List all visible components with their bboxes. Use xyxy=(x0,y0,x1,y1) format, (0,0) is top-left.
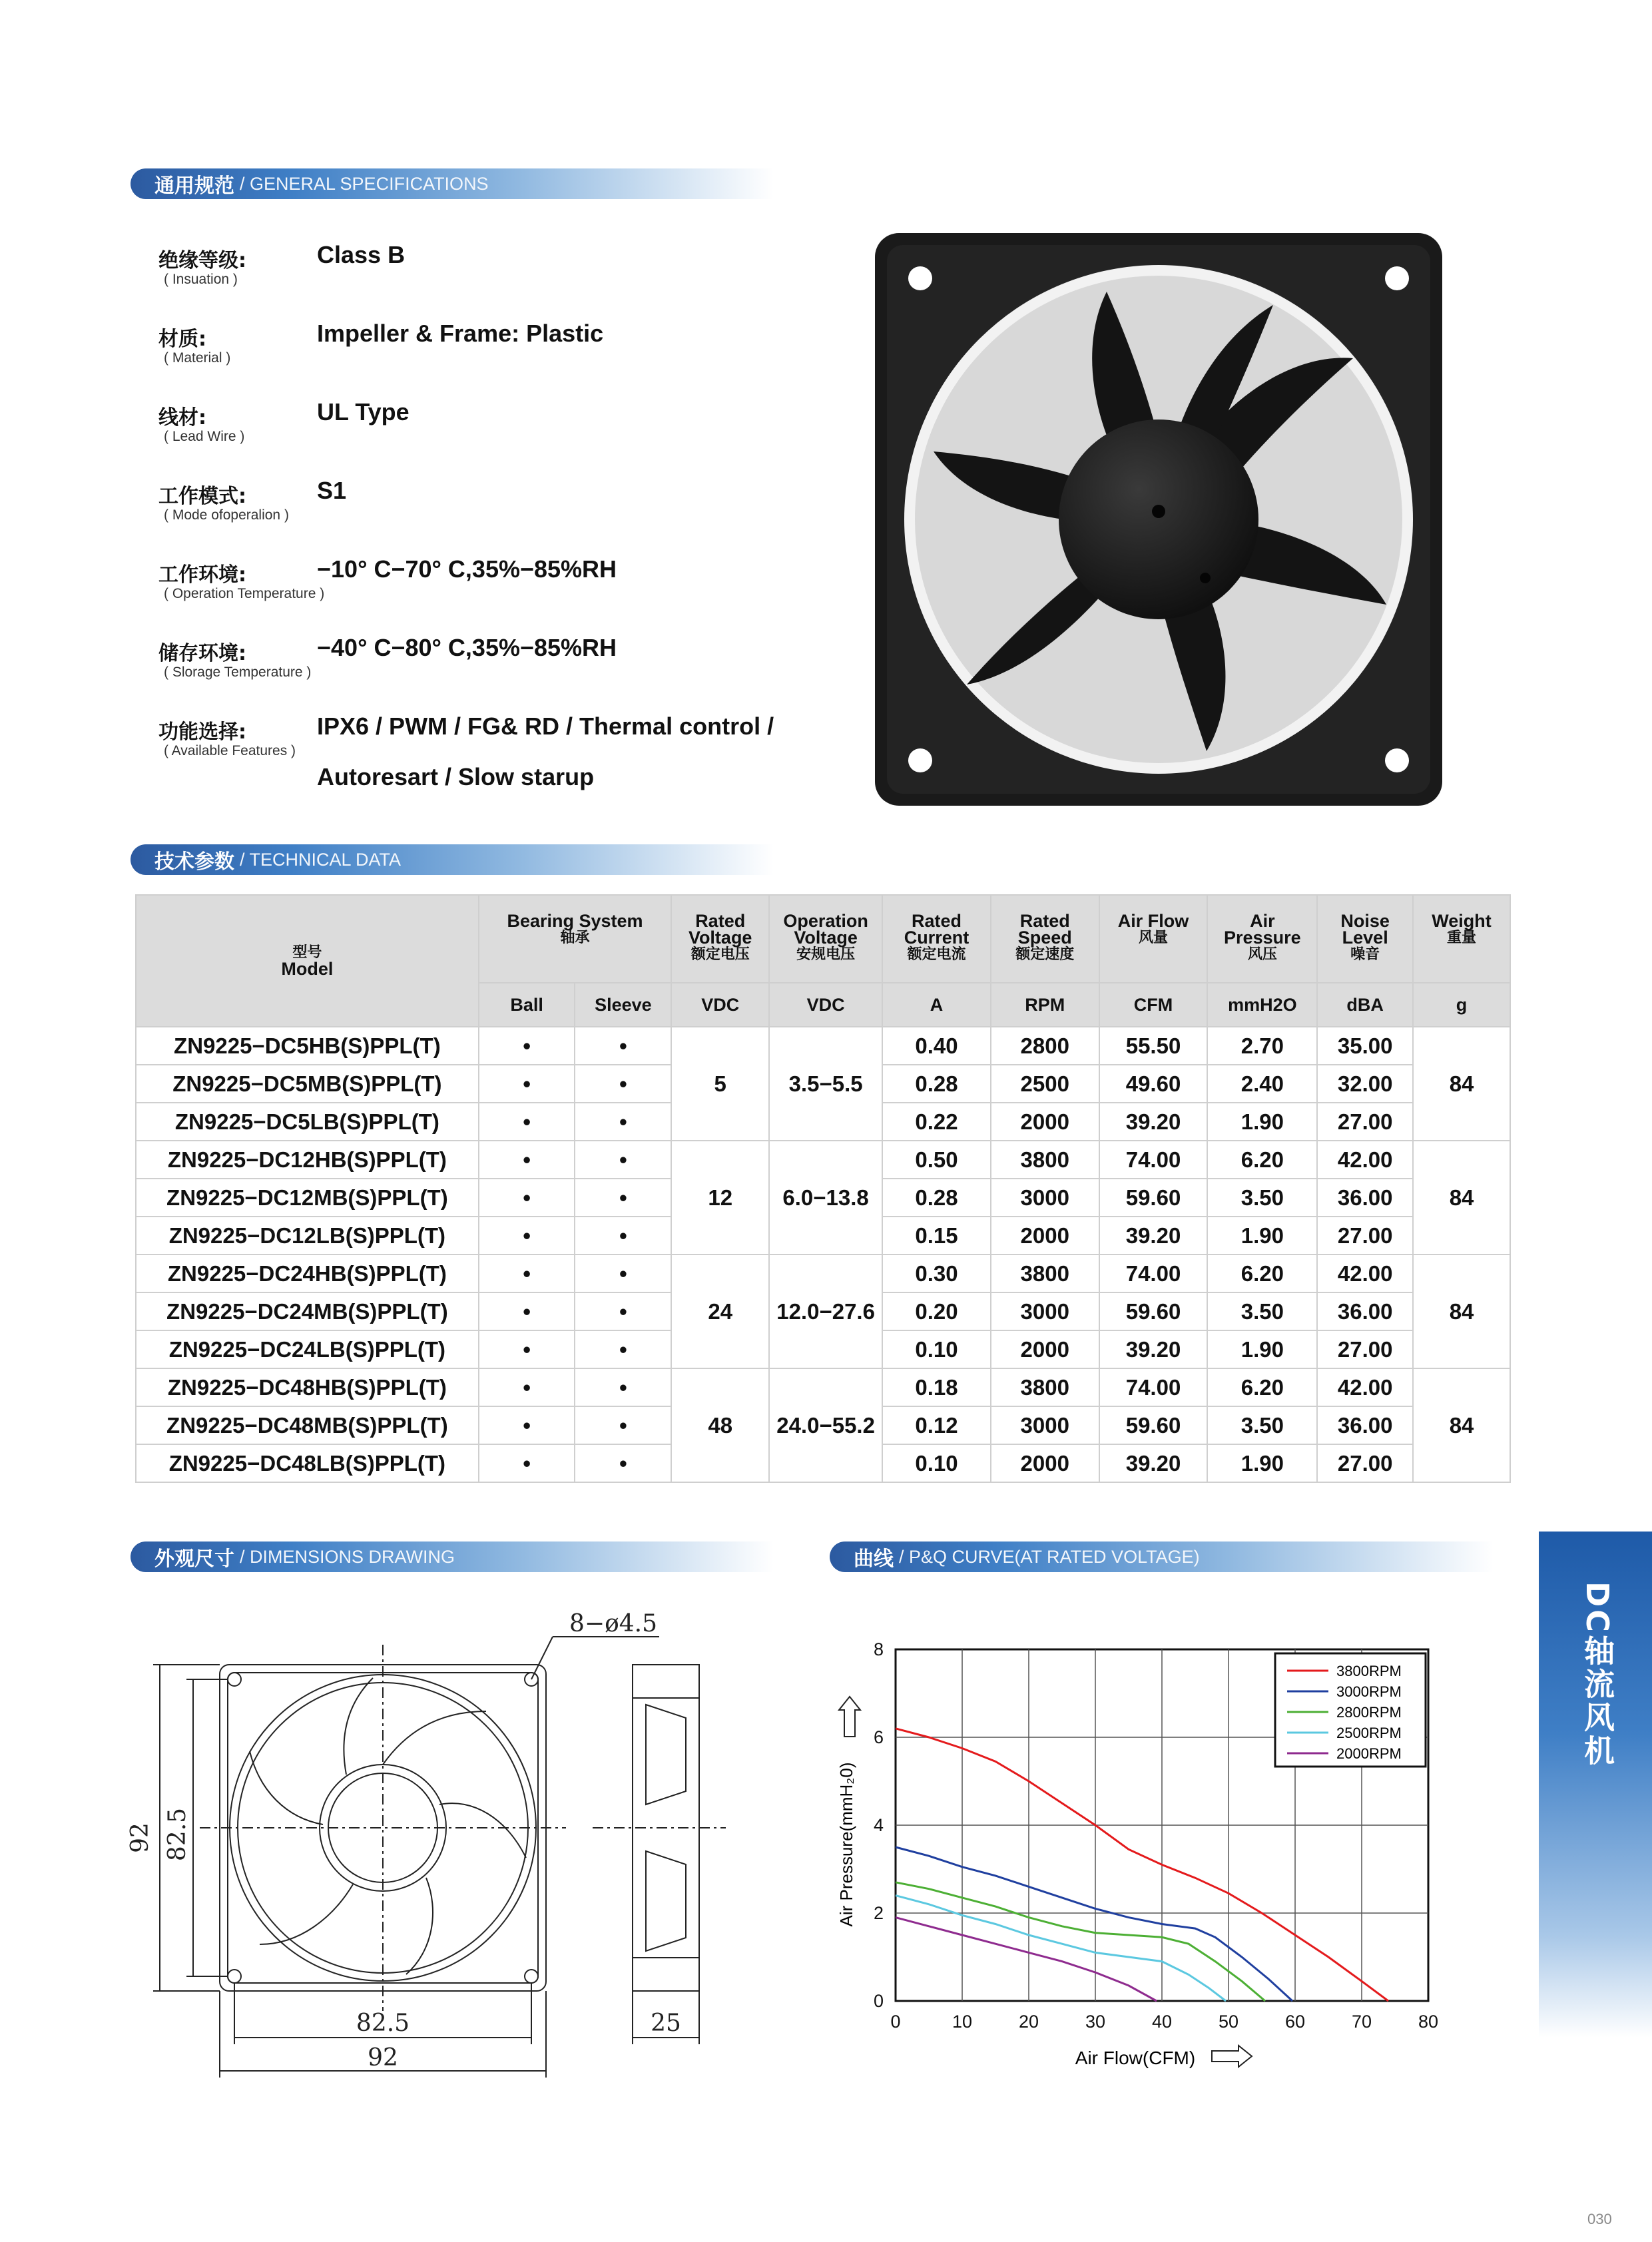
current-cell: 0.15 xyxy=(882,1217,991,1255)
spec-label-en: ( Material ) xyxy=(164,350,231,366)
ball-bearing-cell: • xyxy=(479,1406,575,1444)
current-cell: 0.10 xyxy=(882,1444,991,1482)
air-flow-cell: 55.50 xyxy=(1099,1027,1208,1065)
spec-label-en: ( Operation Temperature ) xyxy=(164,586,325,601)
noise-cell: 36.00 xyxy=(1317,1179,1413,1217)
spec-label-cn: 功能选择: xyxy=(158,720,246,744)
noise-cell: 27.00 xyxy=(1317,1217,1413,1255)
model-cell: ZN9225−DC5LB(S)PPL(T) xyxy=(136,1103,479,1141)
y-tick-label: 8 xyxy=(873,1639,884,1659)
air-flow-cell: 39.20 xyxy=(1099,1103,1208,1141)
air-flow-cell: 49.60 xyxy=(1099,1065,1208,1103)
table-row xyxy=(136,1368,1510,1406)
legend-label: 3800RPM xyxy=(1336,1663,1402,1679)
noise-cell: 27.00 xyxy=(1317,1330,1413,1368)
dimensions-header-cn: 外观尺寸 xyxy=(154,1547,234,1571)
y-tick-label: 0 xyxy=(873,1991,884,2011)
air-pressure-cell: 1.90 xyxy=(1207,1103,1317,1141)
air-pressure-cell: 2.40 xyxy=(1207,1065,1317,1103)
x-tick-label: 0 xyxy=(890,2012,901,2032)
noise-cell: 36.00 xyxy=(1317,1292,1413,1330)
page-number: 030 xyxy=(1587,2211,1612,2227)
current-cell: 0.22 xyxy=(882,1103,991,1141)
spec-value: S1 xyxy=(317,477,347,504)
legend-label: 3000RPM xyxy=(1336,1683,1402,1700)
ball-bearing-cell: • xyxy=(479,1444,575,1482)
col-air-flow: Air Flow 风量 xyxy=(1099,895,1208,983)
dim-82-5-vertical: 82.5 xyxy=(164,1807,191,1862)
general-header-cn: 通用规范 xyxy=(154,174,234,198)
series-line-3800RPM xyxy=(896,1729,1388,2001)
weight-cell: 84 xyxy=(1413,1141,1510,1255)
noise-cell: 42.00 xyxy=(1317,1368,1413,1406)
current-cell: 0.10 xyxy=(882,1330,991,1368)
curve-header xyxy=(830,1541,1493,1572)
side-category-tab xyxy=(1539,1532,1652,2038)
rated-voltage-cell: 24 xyxy=(671,1255,769,1368)
speed-cell: 3000 xyxy=(991,1406,1099,1444)
current-cell: 0.50 xyxy=(882,1141,991,1179)
air-pressure-cell: 6.20 xyxy=(1207,1368,1317,1406)
sleeve-bearing-cell: • xyxy=(575,1444,671,1482)
ball-bearing-cell: • xyxy=(479,1255,575,1292)
speed-cell: 2800 xyxy=(991,1027,1099,1065)
rated-voltage-cell: 5 xyxy=(671,1027,769,1141)
current-cell: 0.28 xyxy=(882,1179,991,1217)
speed-cell: 2000 xyxy=(991,1103,1099,1141)
spec-value: −10° C−70° C,35%−85%RH xyxy=(317,555,617,583)
pq-curve-chart xyxy=(826,1625,1465,2078)
x-axis-arrow-icon xyxy=(1212,2046,1252,2067)
operation-voltage-cell: 3.5−5.5 xyxy=(769,1027,882,1141)
air-flow-cell: 39.20 xyxy=(1099,1444,1208,1482)
col-bearing: Bearing System 轴承 xyxy=(479,895,672,983)
spec-value: IPX6 / PWM / FG& RD / Thermal control / xyxy=(317,712,774,740)
sleeve-bearing-cell: • xyxy=(575,1368,671,1406)
model-cell: ZN9225−DC12HB(S)PPL(T) xyxy=(136,1141,479,1179)
weight-cell: 84 xyxy=(1413,1255,1510,1368)
air-pressure-cell: 3.50 xyxy=(1207,1292,1317,1330)
air-flow-cell: 74.00 xyxy=(1099,1368,1208,1406)
air-flow-cell: 59.60 xyxy=(1099,1406,1208,1444)
col-rated-current: Rated Current 额定电流 xyxy=(882,895,991,983)
air-pressure-cell: 2.70 xyxy=(1207,1027,1317,1065)
table-row xyxy=(136,1141,1510,1179)
noise-cell: 42.00 xyxy=(1317,1141,1413,1179)
curve-header-cn: 曲线 xyxy=(854,1547,894,1571)
speed-cell: 3000 xyxy=(991,1179,1099,1217)
x-tick-label: 40 xyxy=(1151,2012,1173,2032)
col-noise-level: Noise Level 噪音 xyxy=(1317,895,1413,983)
spec-label-cn: 储存环境: xyxy=(158,642,246,665)
current-cell: 0.18 xyxy=(882,1368,991,1406)
dim-82-5-horizontal: 82.5 xyxy=(356,2010,410,2037)
table-row xyxy=(136,1027,1510,1065)
legend-label: 2800RPM xyxy=(1336,1704,1402,1721)
speed-cell: 3800 xyxy=(991,1368,1099,1406)
ball-bearing-cell: • xyxy=(479,1368,575,1406)
sleeve-bearing-cell: • xyxy=(575,1141,671,1179)
air-pressure-cell: 6.20 xyxy=(1207,1255,1317,1292)
col-operation-voltage: Operation Voltage 安规电压 xyxy=(769,895,882,983)
ball-bearing-cell: • xyxy=(479,1027,575,1065)
series-line-2800RPM xyxy=(896,1882,1265,2001)
spec-label-cn: 工作环境: xyxy=(158,563,246,587)
technical-header-en: / TECHNICAL DATA xyxy=(240,849,402,870)
noise-cell: 36.00 xyxy=(1317,1406,1413,1444)
noise-cell: 27.00 xyxy=(1317,1103,1413,1141)
model-cell: ZN9225−DC24LB(S)PPL(T) xyxy=(136,1330,479,1368)
air-flow-cell: 74.00 xyxy=(1099,1255,1208,1292)
sleeve-bearing-cell: • xyxy=(575,1406,671,1444)
x-tick-label: 20 xyxy=(1018,2012,1039,2032)
spec-label-cn: 材质: xyxy=(158,328,206,351)
speed-cell: 2000 xyxy=(991,1330,1099,1368)
model-cell: ZN9225−DC48MB(S)PPL(T) xyxy=(136,1406,479,1444)
ball-bearing-cell: • xyxy=(479,1330,575,1368)
rated-voltage-cell: 48 xyxy=(671,1368,769,1482)
air-flow-cell: 59.60 xyxy=(1099,1179,1208,1217)
spec-label-cn: 绝缘等级: xyxy=(158,249,246,272)
dim-92-horizontal: 92 xyxy=(368,2044,398,2072)
air-pressure-cell: 3.50 xyxy=(1207,1179,1317,1217)
sleeve-bearing-cell: • xyxy=(575,1330,671,1368)
x-tick-label: 70 xyxy=(1351,2012,1372,2032)
model-cell: ZN9225−DC24HB(S)PPL(T) xyxy=(136,1255,479,1292)
current-cell: 0.28 xyxy=(882,1065,991,1103)
spec-label-en: ( Available Features ) xyxy=(164,743,296,758)
legend-label: 2500RPM xyxy=(1336,1725,1402,1741)
sleeve-bearing-cell: • xyxy=(575,1103,671,1141)
legend-label: 2000RPM xyxy=(1336,1745,1402,1762)
x-tick-label: 60 xyxy=(1284,2012,1306,2032)
spec-label-cn: 工作模式: xyxy=(158,485,246,508)
ball-bearing-cell: • xyxy=(479,1292,575,1330)
y-tick-label: 6 xyxy=(873,1727,884,1747)
spec-value: −40° C−80° C,35%−85%RH xyxy=(317,634,617,661)
ball-bearing-cell: • xyxy=(479,1217,575,1255)
technical-header-cn: 技术参数 xyxy=(154,850,234,874)
x-tick-label: 80 xyxy=(1418,2012,1439,2032)
spec-label-en: ( Slorage Temperature ) xyxy=(164,665,312,680)
col-air-pressure: Air Pressure 风压 xyxy=(1207,895,1317,983)
model-cell: ZN9225−DC5MB(S)PPL(T) xyxy=(136,1065,479,1103)
model-cell: ZN9225−DC48LB(S)PPL(T) xyxy=(136,1444,479,1482)
rated-voltage-cell: 12 xyxy=(671,1141,769,1255)
air-flow-cell: 59.60 xyxy=(1099,1292,1208,1330)
model-cell: ZN9225−DC12LB(S)PPL(T) xyxy=(136,1217,479,1255)
units-row: Ball Sleeve VDC VDC A RPM CFM mmH2O dBA g xyxy=(136,983,1510,1027)
model-cell: ZN9225−DC48HB(S)PPL(T) xyxy=(136,1368,479,1406)
dimensions-header xyxy=(131,1541,774,1572)
dimensions-header-en: / DIMENSIONS DRAWING xyxy=(240,1546,455,1567)
noise-cell: 32.00 xyxy=(1317,1065,1413,1103)
speed-cell: 2500 xyxy=(991,1065,1099,1103)
sleeve-bearing-cell: • xyxy=(575,1179,671,1217)
general-spec-header xyxy=(131,168,774,199)
fan-product-image xyxy=(874,232,1444,807)
current-cell: 0.12 xyxy=(882,1406,991,1444)
sleeve-bearing-cell: • xyxy=(575,1027,671,1065)
dimensions-drawing xyxy=(127,1605,752,2084)
current-cell: 0.40 xyxy=(882,1027,991,1065)
y-tick-label: 4 xyxy=(873,1815,884,1835)
speed-cell: 3000 xyxy=(991,1292,1099,1330)
series-line-2500RPM xyxy=(896,1896,1226,2001)
technical-data-table xyxy=(135,894,1511,1483)
weight-cell: 84 xyxy=(1413,1027,1510,1141)
operation-voltage-cell: 24.0−55.2 xyxy=(769,1368,882,1482)
speed-cell: 3800 xyxy=(991,1141,1099,1179)
col-weight: Weight 重量 xyxy=(1413,895,1510,983)
spec-label-cn: 线材: xyxy=(158,406,206,429)
spec-label-en: ( Mode ofoperalion ) xyxy=(164,507,289,523)
col-rated-voltage: Rated Voltage 额定电压 xyxy=(671,895,769,983)
general-header-en: / GENERAL SPECIFICATIONS xyxy=(240,173,489,194)
current-cell: 0.20 xyxy=(882,1292,991,1330)
side-tab-label: DC轴流风机 xyxy=(1579,1581,1615,1768)
air-pressure-cell: 6.20 xyxy=(1207,1141,1317,1179)
sleeve-bearing-cell: • xyxy=(575,1255,671,1292)
spec-value: UL Type xyxy=(317,398,410,425)
ball-bearing-cell: • xyxy=(479,1179,575,1217)
hole-label: 8−ø4.5 xyxy=(569,1610,657,1637)
x-tick-label: 10 xyxy=(952,2012,973,2032)
x-tick-label: 50 xyxy=(1218,2012,1239,2032)
spec-value: Impeller & Frame: Plastic xyxy=(317,320,604,347)
x-tick-label: 30 xyxy=(1085,2012,1106,2032)
y-axis-arrow-icon xyxy=(839,1697,860,1737)
series-line-2000RPM xyxy=(896,1918,1157,2001)
ball-bearing-cell: • xyxy=(479,1103,575,1141)
technical-data-header xyxy=(131,844,774,875)
operation-voltage-cell: 12.0−27.6 xyxy=(769,1255,882,1368)
air-pressure-cell: 3.50 xyxy=(1207,1406,1317,1444)
air-flow-cell: 39.20 xyxy=(1099,1217,1208,1255)
col-model: 型号 Model xyxy=(136,895,479,1027)
dim-92-vertical: 92 xyxy=(127,1822,154,1853)
weight-cell: 84 xyxy=(1413,1368,1510,1482)
dim-25-thickness: 25 xyxy=(651,2010,681,2037)
noise-cell: 35.00 xyxy=(1317,1027,1413,1065)
series-line-3000RPM xyxy=(896,1847,1292,2001)
air-flow-cell: 74.00 xyxy=(1099,1141,1208,1179)
spec-value-line2: Autoresart / Slow starup xyxy=(317,763,595,790)
model-cell: ZN9225−DC5HB(S)PPL(T) xyxy=(136,1027,479,1065)
sleeve-bearing-cell: • xyxy=(575,1217,671,1255)
noise-cell: 27.00 xyxy=(1317,1444,1413,1482)
x-axis-label: Air Flow(CFM) xyxy=(1075,2048,1196,2068)
air-pressure-cell: 1.90 xyxy=(1207,1444,1317,1482)
sleeve-bearing-cell: • xyxy=(575,1292,671,1330)
ball-bearing-cell: • xyxy=(479,1141,575,1179)
speed-cell: 2000 xyxy=(991,1217,1099,1255)
model-cell: ZN9225−DC12MB(S)PPL(T) xyxy=(136,1179,479,1217)
ball-bearing-cell: • xyxy=(479,1065,575,1103)
air-pressure-cell: 1.90 xyxy=(1207,1330,1317,1368)
curve-header-en: / P&Q CURVE(AT RATED VOLTAGE) xyxy=(899,1546,1200,1567)
spec-value: Class B xyxy=(317,241,406,268)
table-row xyxy=(136,1255,1510,1292)
model-cell: ZN9225−DC24MB(S)PPL(T) xyxy=(136,1292,479,1330)
noise-cell: 42.00 xyxy=(1317,1255,1413,1292)
operation-voltage-cell: 6.0−13.8 xyxy=(769,1141,882,1255)
spec-label-en: ( Lead Wire ) xyxy=(164,429,245,444)
sleeve-bearing-cell: • xyxy=(575,1065,671,1103)
spec-label-en: ( Insuation ) xyxy=(164,272,238,287)
col-rated-speed: Rated Speed 额定速度 xyxy=(991,895,1099,983)
air-flow-cell: 39.20 xyxy=(1099,1330,1208,1368)
speed-cell: 2000 xyxy=(991,1444,1099,1482)
speed-cell: 3800 xyxy=(991,1255,1099,1292)
current-cell: 0.30 xyxy=(882,1255,991,1292)
y-tick-label: 2 xyxy=(873,1903,884,1923)
air-pressure-cell: 1.90 xyxy=(1207,1217,1317,1255)
y-axis-label: Air Pressure(mmH₂0) xyxy=(836,1762,856,1927)
